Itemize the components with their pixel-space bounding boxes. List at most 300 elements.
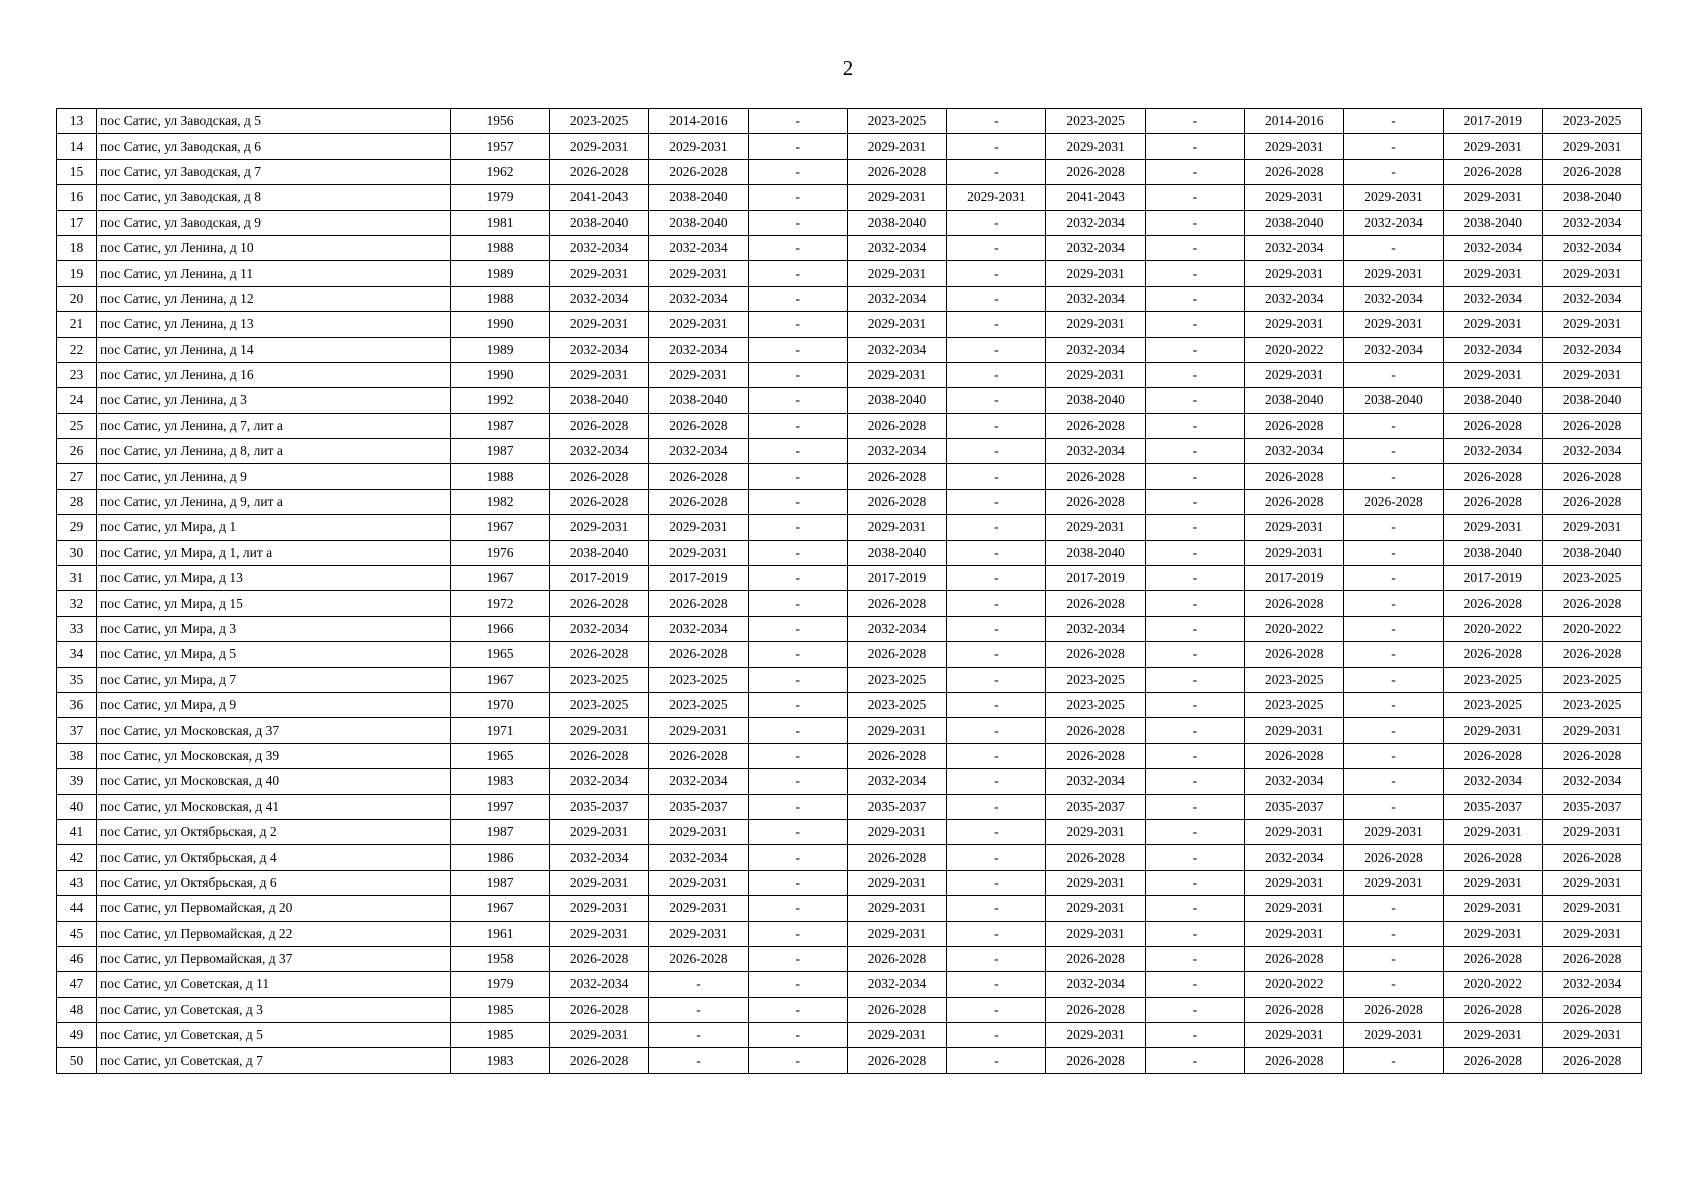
period-cell-5: - <box>947 972 1046 997</box>
period-cell-11: 2029-2031 <box>1542 362 1641 387</box>
period-cell-2: 2023-2025 <box>649 692 748 717</box>
period-cell-6: 2038-2040 <box>1046 540 1145 565</box>
table-row <box>57 1048 1642 1073</box>
period-cell-2: 2026-2028 <box>649 159 748 184</box>
period-cell-2: 2023-2025 <box>649 667 748 692</box>
period-cell-10: 2029-2031 <box>1443 718 1542 743</box>
period-cell-2: - <box>649 1023 748 1048</box>
period-cell-8: 2032-2034 <box>1245 286 1344 311</box>
period-cell-1: 2026-2028 <box>550 642 649 667</box>
table-row <box>57 362 1642 387</box>
address-cell: пос Сатис, ул Ленина, д 11 <box>97 261 451 286</box>
year-built-cell: 1965 <box>451 743 550 768</box>
period-cell-7: - <box>1145 109 1244 134</box>
period-cell-4: 2029-2031 <box>847 1023 946 1048</box>
period-cell-2: 2026-2028 <box>649 946 748 971</box>
period-cell-11: 2026-2028 <box>1542 946 1641 971</box>
table-row <box>57 388 1642 413</box>
address-cell: пос Сатис, ул Московская, д 41 <box>97 794 451 819</box>
period-cell-11: 2035-2037 <box>1542 794 1641 819</box>
period-cell-10: 2026-2028 <box>1443 591 1542 616</box>
address-cell: пос Сатис, ул Заводская, д 6 <box>97 134 451 159</box>
address-cell: пос Сатис, ул Советская, д 7 <box>97 1048 451 1073</box>
period-cell-6: 2023-2025 <box>1046 667 1145 692</box>
row-number-cell: 33 <box>57 616 97 641</box>
period-cell-10: 2029-2031 <box>1443 921 1542 946</box>
period-cell-6: 2026-2028 <box>1046 946 1145 971</box>
period-cell-3: - <box>748 1048 847 1073</box>
period-cell-9: - <box>1344 616 1443 641</box>
period-cell-5: - <box>947 235 1046 260</box>
period-cell-8: 2038-2040 <box>1245 388 1344 413</box>
period-cell-8: 2032-2034 <box>1245 439 1344 464</box>
row-number-cell: 45 <box>57 921 97 946</box>
period-cell-8: 2029-2031 <box>1245 870 1344 895</box>
address-cell: пос Сатис, ул Советская, д 11 <box>97 972 451 997</box>
period-cell-10: 2026-2028 <box>1443 413 1542 438</box>
period-cell-5: - <box>947 210 1046 235</box>
period-cell-10: 2038-2040 <box>1443 388 1542 413</box>
period-cell-7: - <box>1145 642 1244 667</box>
period-cell-6: 2023-2025 <box>1046 692 1145 717</box>
period-cell-11: 2026-2028 <box>1542 413 1641 438</box>
address-cell: пос Сатис, ул Заводская, д 5 <box>97 109 451 134</box>
year-built-cell: 1979 <box>451 185 550 210</box>
period-cell-4: 2029-2031 <box>847 921 946 946</box>
period-cell-9: - <box>1344 718 1443 743</box>
period-cell-5: - <box>947 896 1046 921</box>
period-cell-6: 2026-2028 <box>1046 997 1145 1022</box>
period-cell-5: - <box>947 566 1046 591</box>
period-cell-2: 2032-2034 <box>649 616 748 641</box>
year-built-cell: 1989 <box>451 261 550 286</box>
period-cell-1: 2032-2034 <box>550 337 649 362</box>
table-row <box>57 819 1642 844</box>
period-cell-1: 2026-2028 <box>550 997 649 1022</box>
period-cell-4: 2038-2040 <box>847 540 946 565</box>
period-cell-6: 2029-2031 <box>1046 896 1145 921</box>
period-cell-5: - <box>947 997 1046 1022</box>
period-cell-2: 2029-2031 <box>649 718 748 743</box>
table-row <box>57 235 1642 260</box>
period-cell-7: - <box>1145 337 1244 362</box>
period-cell-7: - <box>1145 464 1244 489</box>
period-cell-4: 2026-2028 <box>847 1048 946 1073</box>
row-number-cell: 23 <box>57 362 97 387</box>
period-cell-7: - <box>1145 616 1244 641</box>
year-built-cell: 1987 <box>451 413 550 438</box>
address-cell: пос Сатис, ул Мира, д 13 <box>97 566 451 591</box>
period-cell-9: 2029-2031 <box>1344 312 1443 337</box>
period-cell-6: 2017-2019 <box>1046 566 1145 591</box>
year-built-cell: 1982 <box>451 489 550 514</box>
period-cell-3: - <box>748 337 847 362</box>
row-number-cell: 29 <box>57 515 97 540</box>
period-cell-1: 2029-2031 <box>550 362 649 387</box>
table-row <box>57 794 1642 819</box>
period-cell-2: - <box>649 997 748 1022</box>
row-number-cell: 24 <box>57 388 97 413</box>
period-cell-3: - <box>748 489 847 514</box>
period-cell-7: - <box>1145 235 1244 260</box>
period-cell-4: 2035-2037 <box>847 794 946 819</box>
row-number-cell: 31 <box>57 566 97 591</box>
period-cell-7: - <box>1145 312 1244 337</box>
period-cell-5: - <box>947 286 1046 311</box>
year-built-cell: 1983 <box>451 1048 550 1073</box>
period-cell-3: - <box>748 566 847 591</box>
address-cell: пос Сатис, ул Советская, д 3 <box>97 997 451 1022</box>
period-cell-3: - <box>748 845 847 870</box>
period-cell-6: 2026-2028 <box>1046 591 1145 616</box>
period-cell-4: 2023-2025 <box>847 692 946 717</box>
period-cell-4: 2032-2034 <box>847 235 946 260</box>
period-cell-11: 2029-2031 <box>1542 718 1641 743</box>
period-cell-5: - <box>947 616 1046 641</box>
period-cell-3: - <box>748 286 847 311</box>
period-cell-1: 2032-2034 <box>550 769 649 794</box>
period-cell-8: 2026-2028 <box>1245 489 1344 514</box>
year-built-cell: 1997 <box>451 794 550 819</box>
period-cell-11: 2026-2028 <box>1542 997 1641 1022</box>
period-cell-8: 2035-2037 <box>1245 794 1344 819</box>
period-cell-5: - <box>947 718 1046 743</box>
period-cell-11: 2032-2034 <box>1542 235 1641 260</box>
period-cell-5: - <box>947 1023 1046 1048</box>
period-cell-4: 2038-2040 <box>847 388 946 413</box>
period-cell-6: 2029-2031 <box>1046 515 1145 540</box>
table-row <box>57 566 1642 591</box>
row-number-cell: 36 <box>57 692 97 717</box>
period-cell-5: - <box>947 515 1046 540</box>
period-cell-8: 2029-2031 <box>1245 185 1344 210</box>
year-built-cell: 1971 <box>451 718 550 743</box>
period-cell-9: - <box>1344 134 1443 159</box>
year-built-cell: 1962 <box>451 159 550 184</box>
period-cell-4: 2032-2034 <box>847 769 946 794</box>
period-cell-5: - <box>947 489 1046 514</box>
period-cell-2: 2026-2028 <box>649 591 748 616</box>
period-cell-7: - <box>1145 1048 1244 1073</box>
period-cell-3: - <box>748 515 847 540</box>
period-cell-5: - <box>947 591 1046 616</box>
period-cell-9: - <box>1344 159 1443 184</box>
period-cell-7: - <box>1145 439 1244 464</box>
period-cell-8: 2014-2016 <box>1245 109 1344 134</box>
period-cell-5: - <box>947 312 1046 337</box>
period-cell-3: - <box>748 616 847 641</box>
period-cell-7: - <box>1145 159 1244 184</box>
period-cell-10: 2029-2031 <box>1443 1023 1542 1048</box>
period-cell-3: - <box>748 261 847 286</box>
row-number-cell: 47 <box>57 972 97 997</box>
period-cell-10: 2029-2031 <box>1443 515 1542 540</box>
address-cell: пос Сатис, ул Первомайская, д 20 <box>97 896 451 921</box>
period-cell-7: - <box>1145 413 1244 438</box>
address-cell: пос Сатис, ул Мира, д 7 <box>97 667 451 692</box>
year-built-cell: 1967 <box>451 566 550 591</box>
period-cell-4: 2026-2028 <box>847 413 946 438</box>
period-cell-11: 2023-2025 <box>1542 566 1641 591</box>
period-cell-3: - <box>748 159 847 184</box>
period-cell-4: 2032-2034 <box>847 972 946 997</box>
period-cell-1: 2026-2028 <box>550 489 649 514</box>
period-cell-4: 2029-2031 <box>847 870 946 895</box>
period-cell-8: 2026-2028 <box>1245 591 1344 616</box>
table-row <box>57 921 1642 946</box>
period-cell-5: - <box>947 159 1046 184</box>
period-cell-10: 2032-2034 <box>1443 235 1542 260</box>
period-cell-7: - <box>1145 946 1244 971</box>
period-cell-9: - <box>1344 667 1443 692</box>
table-row <box>57 972 1642 997</box>
year-built-cell: 1970 <box>451 692 550 717</box>
address-cell: пос Сатис, ул Ленина, д 9 <box>97 464 451 489</box>
period-cell-1: 2026-2028 <box>550 743 649 768</box>
period-cell-8: 2032-2034 <box>1245 235 1344 260</box>
address-cell: пос Сатис, ул Московская, д 37 <box>97 718 451 743</box>
period-cell-7: - <box>1145 718 1244 743</box>
table-row <box>57 109 1642 134</box>
table-row <box>57 159 1642 184</box>
period-cell-11: 2038-2040 <box>1542 388 1641 413</box>
period-cell-10: 2026-2028 <box>1443 743 1542 768</box>
address-cell: пос Сатис, ул Московская, д 39 <box>97 743 451 768</box>
period-cell-6: 2029-2031 <box>1046 362 1145 387</box>
period-cell-1: 2026-2028 <box>550 591 649 616</box>
address-cell: пос Сатис, ул Октябрьская, д 4 <box>97 845 451 870</box>
period-cell-4: 2029-2031 <box>847 896 946 921</box>
period-cell-11: 2026-2028 <box>1542 1048 1641 1073</box>
table-row <box>57 1023 1642 1048</box>
period-cell-9: 2038-2040 <box>1344 388 1443 413</box>
year-built-cell: 1972 <box>451 591 550 616</box>
period-cell-9: - <box>1344 464 1443 489</box>
address-cell: пос Сатис, ул Мира, д 1, лит а <box>97 540 451 565</box>
address-cell: пос Сатис, ул Ленина, д 10 <box>97 235 451 260</box>
period-cell-6: 2029-2031 <box>1046 312 1145 337</box>
period-cell-5: - <box>947 819 1046 844</box>
row-number-cell: 34 <box>57 642 97 667</box>
table-row <box>57 185 1642 210</box>
period-cell-4: 2026-2028 <box>847 159 946 184</box>
period-cell-1: 2032-2034 <box>550 439 649 464</box>
row-number-cell: 40 <box>57 794 97 819</box>
period-cell-5: - <box>947 134 1046 159</box>
page-number: 2 <box>842 56 854 80</box>
year-built-cell: 1981 <box>451 210 550 235</box>
period-cell-5: - <box>947 362 1046 387</box>
address-cell: пос Сатис, ул Ленина, д 12 <box>97 286 451 311</box>
period-cell-3: - <box>748 464 847 489</box>
period-cell-4: 2038-2040 <box>847 210 946 235</box>
period-cell-10: 2023-2025 <box>1443 667 1542 692</box>
period-cell-2: 2032-2034 <box>649 286 748 311</box>
period-cell-9: 2029-2031 <box>1344 185 1443 210</box>
period-cell-2: 2029-2031 <box>649 134 748 159</box>
period-cell-4: 2029-2031 <box>847 261 946 286</box>
period-cell-3: - <box>748 997 847 1022</box>
period-cell-4: 2029-2031 <box>847 312 946 337</box>
period-cell-9: - <box>1344 109 1443 134</box>
period-cell-9: 2032-2034 <box>1344 210 1443 235</box>
period-cell-1: 2029-2031 <box>550 312 649 337</box>
period-cell-1: 2032-2034 <box>550 845 649 870</box>
year-built-cell: 1992 <box>451 388 550 413</box>
period-cell-1: 2026-2028 <box>550 413 649 438</box>
period-cell-2: 2032-2034 <box>649 845 748 870</box>
period-cell-4: 2026-2028 <box>847 743 946 768</box>
period-cell-2: 2029-2031 <box>649 362 748 387</box>
period-cell-9: 2029-2031 <box>1344 1023 1443 1048</box>
period-cell-7: - <box>1145 794 1244 819</box>
period-cell-1: 2038-2040 <box>550 388 649 413</box>
period-cell-3: - <box>748 870 847 895</box>
period-cell-4: 2023-2025 <box>847 667 946 692</box>
period-cell-4: 2029-2031 <box>847 718 946 743</box>
period-cell-2: 2038-2040 <box>649 185 748 210</box>
period-cell-2: 2029-2031 <box>649 261 748 286</box>
period-cell-6: 2026-2028 <box>1046 489 1145 514</box>
period-cell-8: 2029-2031 <box>1245 540 1344 565</box>
row-number-cell: 26 <box>57 439 97 464</box>
period-cell-8: 2029-2031 <box>1245 134 1344 159</box>
period-cell-10: 2029-2031 <box>1443 896 1542 921</box>
year-built-cell: 1988 <box>451 464 550 489</box>
period-cell-8: 2017-2019 <box>1245 566 1344 591</box>
table-row <box>57 337 1642 362</box>
period-cell-4: 2023-2025 <box>847 109 946 134</box>
period-cell-8: 2026-2028 <box>1245 997 1344 1022</box>
period-cell-11: 2029-2031 <box>1542 515 1641 540</box>
year-built-cell: 1979 <box>451 972 550 997</box>
period-cell-7: - <box>1145 769 1244 794</box>
period-cell-9: - <box>1344 896 1443 921</box>
period-cell-10: 2026-2028 <box>1443 946 1542 971</box>
period-cell-2: 2029-2031 <box>649 870 748 895</box>
table-row <box>57 489 1642 514</box>
period-cell-3: - <box>748 896 847 921</box>
address-cell: пос Сатис, ул Мира, д 5 <box>97 642 451 667</box>
period-cell-11: 2026-2028 <box>1542 159 1641 184</box>
address-cell: пос Сатис, ул Мира, д 9 <box>97 692 451 717</box>
period-cell-3: - <box>748 743 847 768</box>
period-cell-7: - <box>1145 185 1244 210</box>
table-row <box>57 845 1642 870</box>
address-cell: пос Сатис, ул Заводская, д 9 <box>97 210 451 235</box>
period-cell-3: - <box>748 312 847 337</box>
period-cell-7: - <box>1145 1023 1244 1048</box>
row-number-cell: 30 <box>57 540 97 565</box>
period-cell-1: 2029-2031 <box>550 870 649 895</box>
period-cell-7: - <box>1145 362 1244 387</box>
period-cell-10: 2038-2040 <box>1443 210 1542 235</box>
period-cell-1: 2038-2040 <box>550 540 649 565</box>
period-cell-8: 2026-2028 <box>1245 464 1344 489</box>
period-cell-1: 2035-2037 <box>550 794 649 819</box>
period-cell-6: 2026-2028 <box>1046 743 1145 768</box>
period-cell-2: 2032-2034 <box>649 769 748 794</box>
period-cell-5: - <box>947 540 1046 565</box>
period-cell-9: - <box>1344 413 1443 438</box>
period-cell-5: - <box>947 337 1046 362</box>
table-row <box>57 997 1642 1022</box>
period-cell-6: 2023-2025 <box>1046 109 1145 134</box>
period-cell-10: 2026-2028 <box>1443 845 1542 870</box>
period-cell-6: 2026-2028 <box>1046 718 1145 743</box>
period-cell-2: 2032-2034 <box>649 337 748 362</box>
year-built-cell: 1988 <box>451 235 550 260</box>
period-cell-8: 2026-2028 <box>1245 642 1344 667</box>
period-cell-1: 2029-2031 <box>550 896 649 921</box>
year-built-cell: 1987 <box>451 439 550 464</box>
period-cell-2: 2038-2040 <box>649 388 748 413</box>
period-cell-10: 2035-2037 <box>1443 794 1542 819</box>
period-cell-11: 2032-2034 <box>1542 439 1641 464</box>
period-cell-4: 2032-2034 <box>847 616 946 641</box>
table-row <box>57 261 1642 286</box>
period-cell-4: 2029-2031 <box>847 819 946 844</box>
period-cell-7: - <box>1145 134 1244 159</box>
year-built-cell: 1967 <box>451 896 550 921</box>
period-cell-7: - <box>1145 743 1244 768</box>
period-cell-5: - <box>947 388 1046 413</box>
row-number-cell: 27 <box>57 464 97 489</box>
period-cell-11: 2026-2028 <box>1542 642 1641 667</box>
table-row <box>57 515 1642 540</box>
row-number-cell: 32 <box>57 591 97 616</box>
period-cell-2: 2029-2031 <box>649 896 748 921</box>
period-cell-11: 2023-2025 <box>1542 109 1641 134</box>
period-cell-8: 2032-2034 <box>1245 769 1344 794</box>
row-number-cell: 21 <box>57 312 97 337</box>
row-number-cell: 48 <box>57 997 97 1022</box>
period-cell-1: 2032-2034 <box>550 286 649 311</box>
period-cell-11: 2029-2031 <box>1542 819 1641 844</box>
period-cell-7: - <box>1145 845 1244 870</box>
period-cell-10: 2029-2031 <box>1443 185 1542 210</box>
period-cell-1: 2023-2025 <box>550 109 649 134</box>
period-cell-9: - <box>1344 566 1443 591</box>
period-cell-7: - <box>1145 286 1244 311</box>
period-cell-8: 2029-2031 <box>1245 921 1344 946</box>
row-number-cell: 46 <box>57 946 97 971</box>
period-cell-10: 2029-2031 <box>1443 134 1542 159</box>
table-row <box>57 946 1642 971</box>
period-cell-10: 2023-2025 <box>1443 692 1542 717</box>
period-cell-11: 2032-2034 <box>1542 286 1641 311</box>
period-cell-3: - <box>748 413 847 438</box>
period-cell-6: 2032-2034 <box>1046 235 1145 260</box>
year-built-cell: 1957 <box>451 134 550 159</box>
period-cell-9: 2026-2028 <box>1344 997 1443 1022</box>
period-cell-1: 2041-2043 <box>550 185 649 210</box>
period-cell-5: - <box>947 261 1046 286</box>
period-cell-3: - <box>748 972 847 997</box>
period-cell-6: 2026-2028 <box>1046 845 1145 870</box>
period-cell-2: - <box>649 972 748 997</box>
period-cell-10: 2020-2022 <box>1443 616 1542 641</box>
period-cell-3: - <box>748 667 847 692</box>
year-built-cell: 1987 <box>451 870 550 895</box>
period-cell-10: 2029-2031 <box>1443 362 1542 387</box>
period-cell-4: 2026-2028 <box>847 946 946 971</box>
row-number-cell: 25 <box>57 413 97 438</box>
period-cell-11: 2029-2031 <box>1542 870 1641 895</box>
period-cell-8: 2026-2028 <box>1245 413 1344 438</box>
table-row <box>57 286 1642 311</box>
row-number-cell: 35 <box>57 667 97 692</box>
